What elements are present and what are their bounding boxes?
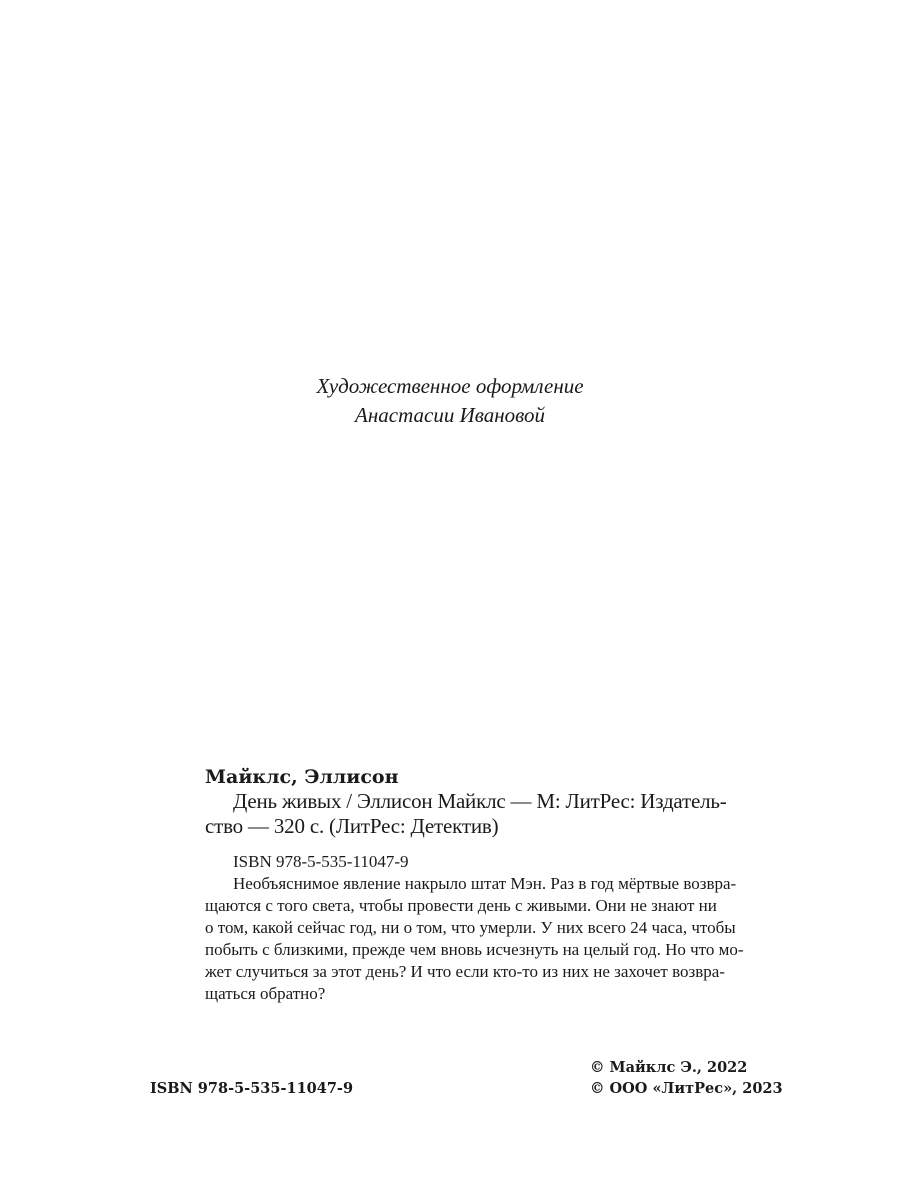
design-credit-line-2: Анастасии Ивановой bbox=[355, 403, 545, 427]
annotation-line-5: жет случиться за этот день? И что если кто-то из них не захочет возвра- bbox=[205, 962, 725, 981]
annotation-line-1: Необъяснимое явление накрыло штат Мэн. Раз в год мёртвые возвра- bbox=[233, 874, 737, 893]
bibliographic-description-line-2: ство — 320 с. (ЛитРес: Детектив) bbox=[205, 814, 499, 838]
footer-isbn: ISBN 978-5-535-11047-9 bbox=[150, 1080, 354, 1097]
annotation-line-3: о том, какой сейчас год, ни о том, что умерли. У них всего 24 часа, чтобы bbox=[205, 918, 736, 937]
bibliographic-record bbox=[205, 765, 765, 873]
annotation-line-6: щаться обратно? bbox=[205, 984, 326, 1003]
copyright-line-2: © ООО «ЛитРес», 2023 bbox=[590, 1080, 783, 1097]
annotation-line-4: побыть с близкими, прежде чем вновь исчезнуть на целый год. Но что мо- bbox=[205, 940, 744, 959]
copyright-notice bbox=[590, 1057, 783, 1099]
design-credit-line-1: Художественное оформление bbox=[316, 374, 584, 398]
copyright-line-1: © Майклс Э., 2022 bbox=[590, 1059, 748, 1076]
annotation-paragraph bbox=[205, 873, 765, 1005]
design-credit bbox=[0, 372, 900, 430]
author-heading: Майклс, Эллисон bbox=[205, 766, 399, 788]
bibliographic-isbn: ISBN 978-5-535-11047-9 bbox=[233, 852, 409, 871]
bibliographic-description-line-1: День живых / Эллисон Майклс — М: ЛитРес: Издатель- bbox=[233, 789, 727, 813]
annotation-line-2: щаются с того света, чтобы провести день с живыми. Они не знают ни bbox=[205, 896, 717, 915]
bibliographic-description bbox=[205, 789, 765, 839]
